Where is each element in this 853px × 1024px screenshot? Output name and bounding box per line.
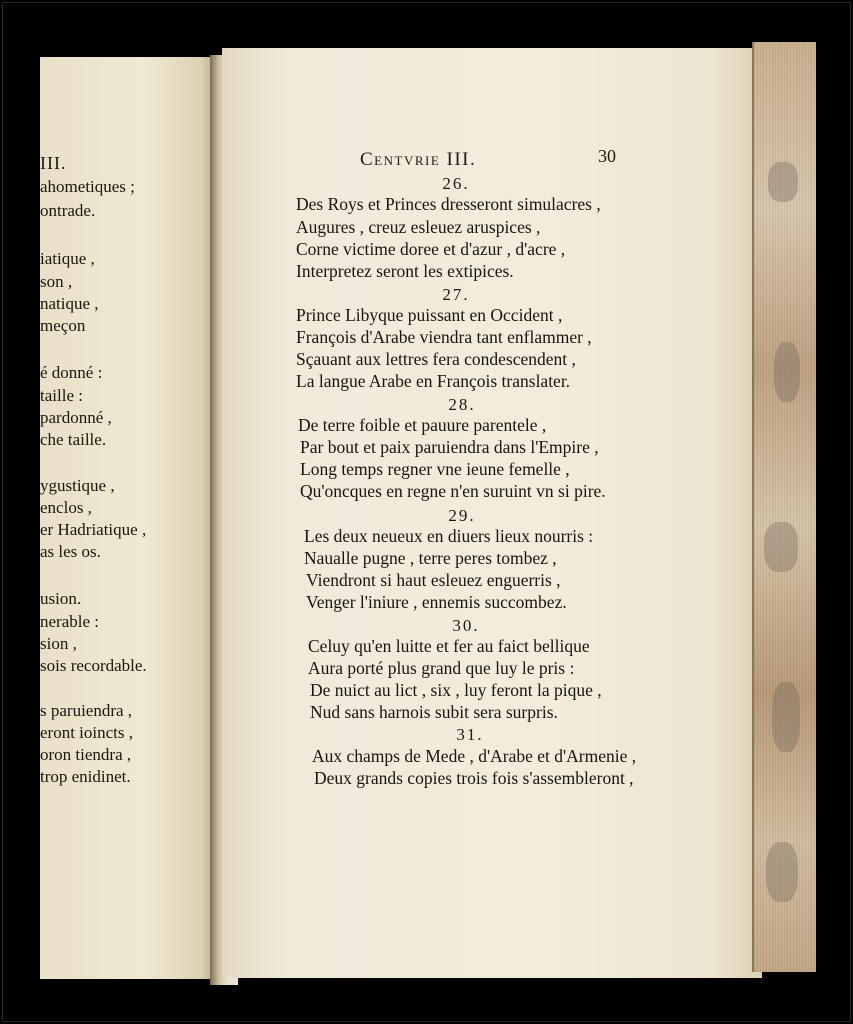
verse-line: Venger l'iniure , ennemis succombez. — [306, 592, 567, 612]
verse-line: La langue Arabe en François translater. — [296, 371, 571, 391]
quatrain-number: 28. — [448, 395, 476, 414]
left-page-line: é donné : — [40, 363, 103, 382]
left-page-line: ontrade. — [40, 201, 96, 220]
marbling-mark — [774, 342, 800, 402]
verse-line: Aura porté plus grand que luy le pris : — [308, 658, 575, 678]
left-page-line: taille : — [40, 386, 83, 405]
verse-line: De terre foible et pauure parentele , — [298, 415, 547, 435]
left-page — [40, 57, 215, 979]
verse-line: Aux champs de Mede , d'Arabe et d'Armenie , — [312, 746, 637, 766]
quatrain-number: 31. — [456, 725, 484, 744]
left-page-line: sois recordable. — [40, 656, 147, 675]
left-page-line: meçon — [40, 316, 86, 335]
verse-line: Qu'oncques en regne n'en suruint vn si pire. — [300, 481, 606, 501]
left-page-line: ygustique , — [40, 476, 115, 495]
left-page-line: eront ioincts , — [40, 723, 134, 742]
verse-line: Les deux neueux en diuers lieux nourris : — [304, 526, 594, 546]
quatrain-number: 29. — [448, 506, 476, 525]
left-page-line: ahometiques ; — [40, 177, 135, 196]
verse-line: Celuy qu'en luitte et fer au faict bellique — [308, 636, 590, 656]
left-page-line: nerable : — [40, 612, 99, 631]
verse-line: François d'Arabe viendra tant enflammer , — [296, 327, 592, 347]
left-page-line: s paruiendra , — [40, 701, 133, 720]
left-page-line: er Hadriatique , — [40, 520, 147, 539]
marbling-mark — [772, 682, 800, 752]
left-page-line: pardonné , — [40, 408, 112, 427]
verse-line: Naualle pugne , terre peres tombez , — [304, 548, 557, 568]
verse-line: Corne victime doree et d'azur , d'acre , — [296, 239, 566, 259]
quatrain-number: 30. — [452, 616, 480, 635]
verse-line: Sçauant aux lettres fera condescendent , — [296, 349, 576, 369]
book-fore-edge — [752, 42, 816, 972]
running-head: Centvrie III. — [360, 149, 477, 170]
verse-line: Deux grands copies trois fois s'assembleront , — [314, 768, 634, 788]
marbling-mark — [764, 522, 798, 572]
marbling-mark — [766, 842, 798, 902]
verse-line: Des Roys et Princes dresseront simulacres , — [296, 194, 601, 214]
left-page-line: usion. — [40, 589, 82, 608]
quatrain-number: 27. — [442, 285, 470, 304]
left-page-line: as les os. — [40, 542, 101, 561]
marbling-mark — [768, 162, 798, 202]
left-page-line: oron tiendra , — [40, 745, 132, 764]
verse-line: Augures , creuz esleuez aruspices , — [296, 217, 541, 237]
left-page-line: son , — [40, 272, 73, 291]
verse-line: Prince Libyque puissant en Occident , — [296, 305, 563, 325]
left-page-line: enclos , — [40, 498, 92, 517]
verse-line: Par bout et paix paruiendra dans l'Empire , — [300, 437, 599, 457]
left-page-line: natique , — [40, 294, 99, 313]
left-page-line: sion , — [40, 634, 77, 653]
left-page-line: iatique , — [40, 249, 95, 268]
verse-line: Nud sans harnois subit sera surpris. — [310, 702, 558, 722]
verse-line: De nuict au lict , six , luy feront la pique , — [310, 680, 602, 700]
verse-line: Viendront si haut esleuez enguerris , — [306, 570, 561, 590]
left-page-line: trop enidinet. — [40, 767, 131, 786]
verse-line: Interpretez seront les extipices. — [296, 261, 514, 281]
left-page-header: III. — [40, 153, 67, 173]
quatrain-number: 26. — [442, 174, 470, 193]
verse-line: Long temps regner vne ieune femelle , — [300, 459, 570, 479]
page-number: 30 — [598, 146, 616, 166]
left-page-line: che taille. — [40, 430, 107, 449]
right-page — [222, 48, 762, 978]
